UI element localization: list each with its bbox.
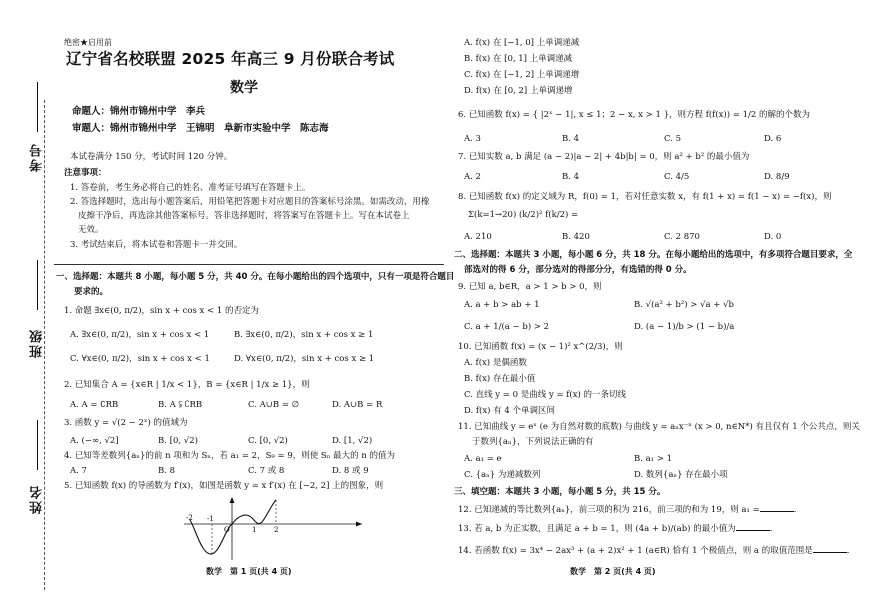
q3-option-b: B. [0, √2)	[158, 436, 198, 446]
question-11: 11. 已知曲线 y = eˣ (e 为自然对数的底数) 与曲线 y = aₙx⁻ⁿ (x > 0, n∈N*) 有且仅有 1 个公共点，则关	[458, 422, 860, 432]
q2-option-b: B. A ⫋ ∁RB	[158, 400, 203, 410]
sidebar-label-name: 姓名	[30, 484, 45, 514]
binding-margin	[0, 0, 60, 600]
question-4: 4. 已知等差数列{aₙ}的前 n 项和为 Sₙ，若 a₁ = 2，S₉ = 9，则使 Sₙ 最大的 n 的值为	[64, 451, 396, 461]
q3-option-a: A. (−∞, √2]	[70, 436, 119, 446]
q8-option-c: C. 2 870	[664, 232, 700, 242]
question-7: 7. 已知实数 a, b 满足 (a − 2)|a − 2| + 4b|b| = 0，则 a² + b² 的最小值为	[458, 152, 750, 162]
q6-option-a: A. 3	[464, 134, 481, 144]
question-6: 6. 已知函数 f(x) = { |2ˣ − 1|, x ≤ 1；2 − x, x > 1 }，则方程 f(f(x)) = 1/2 的解的个数为	[458, 110, 810, 120]
q12-text: 12. 已知递减的等比数列{aₙ}，前三项的积为 216，前三项的和为 19，则 a₁ =	[458, 505, 760, 515]
sidebar-write-line	[37, 82, 38, 132]
q9-option-b: B. √(a² + b²) > √a + √b	[634, 300, 734, 310]
section-1-heading: 一、选择题：本题共 8 小题，每小题 5 分，共 40 分。在每小题给出的四个选项中，只有一项是符合题目	[56, 272, 455, 282]
reviewer-line: 审题人：锦州市锦州中学 王锦明 阜新市实验中学 陈志海	[72, 123, 329, 134]
q9-option-a: A. a + b > ab + 1	[464, 300, 540, 310]
section-3-heading: 三、填空题：本题共 3 小题，每小题 5 分，共 15 分。	[454, 487, 666, 497]
q9-option-d: D. (a − 1)/b > (1 − b)/a	[634, 322, 735, 332]
question-13: 13. 若 a, b 为正实数，且满足 a + b = 1，则 (4a + b)/(ab) 的最小值为 .	[458, 524, 773, 534]
q3-option-c: C. [0, √2)	[248, 436, 288, 446]
section-1-heading-cont: 要求的。	[74, 287, 109, 297]
question-3: 3. 函数 y = √(2 − 2ˣ) 的值域为	[64, 418, 188, 428]
q7-option-a: A. 2	[464, 172, 481, 182]
secret-mark: 绝密★启用前	[64, 38, 112, 47]
q1-option-b: B. ∃x∈(0, π/2)，sin x + cos x ≥ 1	[234, 330, 374, 340]
q8-option-a: A. 210	[464, 232, 492, 242]
q2-option-c: C. A∪B = ∅	[248, 400, 300, 410]
page-footer-left: 数学 第 1 页(共 4 页)	[206, 567, 292, 576]
note-2-cont: 皮擦干净后，再选涂其他答案标号。答非选择题时，将答案写在答题卡上。写在本试卷上	[78, 211, 410, 221]
q11-option-d: D. 数列{aₙ} 存在最小项	[634, 470, 728, 480]
q10-option-a: A. f(x) 是偶函数	[464, 358, 527, 368]
sidebar-label-exam-number: 考号	[30, 142, 45, 172]
sidebar-label-class: 班级	[30, 328, 45, 358]
tick-label-1: 1	[252, 526, 257, 534]
question-8: 8. 已知函数 f(x) 的定义域为 R，f(0) = 1，若对任意实数 x，有 f(1 + x) = f(1 − x) = −f(x)，则	[458, 192, 832, 202]
divider	[54, 264, 444, 265]
question-10: 10. 已知函数 f(x) = (x − 1)² x^(2/3)，则	[458, 342, 623, 352]
sidebar-write-line	[37, 420, 38, 470]
question-5: 5. 已知函数 f(x) 的导函数为 f′(x)，如图是函数 y = x f′(x) 在 [−2, 2] 上的图象，则	[64, 481, 384, 491]
q7-option-b: B. 4	[562, 172, 580, 182]
q1-option-d: D. ∀x∈(0, π/2)，sin x + cos x ≥ 1	[234, 354, 375, 364]
q13-text: 13. 若 a, b 为正实数，且满足 a + b = 1，则 (4a + b)/(ab) 的最小值为	[458, 524, 736, 534]
q10-option-b: B. f(x) 存在最小值	[464, 374, 536, 384]
q2-option-d: D. A∪B = R	[332, 400, 383, 410]
q5-option-a: A. f(x) 在 [−1, 0] 上单调递减	[464, 38, 580, 48]
q6-option-b: B. 4	[562, 134, 580, 144]
q14-text: 14. 若函数 f(x) = 3x⁴ − 2ax³ + (a + 2)x² + 1 (a∈R) 恰有 1 个极值点，则 a 的取值范围是	[458, 546, 813, 556]
q1-option-a: A. ∃x∈(0, π/2)，sin x + cos x < 1	[70, 330, 210, 340]
subject-title: 数学	[230, 80, 258, 96]
tick-label-neg1: -1	[207, 515, 214, 523]
q8-option-d: D. 0	[764, 232, 782, 242]
question-9: 9. 已知 a, b∈R，a > 1 > b > 0，则	[458, 282, 602, 292]
question-14: 14. 若函数 f(x) = 3x⁴ − 2ax³ + (a + 2)x² + 1 (a∈R) 恰有 1 个极值点，则 a 的取值范围是 .	[458, 546, 850, 556]
q11-option-b: B. a₁ > 1	[634, 454, 673, 464]
question-2: 2. 已知集合 A = {x∈R | 1/x < 1}，B = {x∈R | 1/x ≥ 1}，则	[64, 380, 310, 390]
q8-option-b: B. 420	[562, 232, 590, 242]
q3-option-d: D. [1, √2)	[332, 436, 373, 446]
note-3: 3. 考试结束后，将本试卷和答题卡一并交回。	[70, 240, 243, 250]
q6-option-d: D. 6	[764, 134, 782, 144]
q12-answer-blank[interactable]	[760, 503, 794, 512]
question-11-cont: 于数列{aₙ}，下列说法正确的有	[472, 437, 594, 447]
q4-option-c: C. 7 或 8	[248, 466, 285, 476]
author-line: 命题人：锦州市锦州中学 李兵	[72, 106, 206, 117]
q1-option-c: C. ∀x∈(0, π/2)，sin x + cos x < 1	[70, 354, 210, 364]
q10-option-c: C. 直线 y = 0 是曲线 y = f(x) 的一条切线	[464, 390, 627, 400]
q7-option-c: C. 4/5	[664, 172, 690, 182]
page-footer-right: 数学 第 2 页(共 4 页)	[570, 567, 656, 576]
y-axis-arrow	[230, 497, 235, 503]
question-12: 12. 已知递减的等比数列{aₙ}，前三项的积为 216，前三项的和为 19，则 a₁ = .	[458, 505, 797, 515]
q5-option-b: B. f(x) 在 [0, 1] 上单调递减	[464, 54, 573, 64]
q10-option-d: D. f(x) 有 4 个单调区间	[464, 406, 556, 416]
q7-option-d: D. 8/9	[764, 172, 790, 182]
q4-option-d: D. 8 或 9	[332, 466, 369, 476]
notes-heading: 注意事项：	[64, 168, 107, 178]
note-2: 2. 答选择题时，选出每小题答案后，用铅笔把答题卡对应题目的答案标号涂黑。如需改动，用橡	[70, 197, 430, 207]
section-2-heading: 二、选择题：本题共 3 小题，每小题 6 分，共 18 分。在每小题给出的选项中，有多项符合题目要求，全	[454, 250, 853, 260]
q5-function-graph	[180, 496, 366, 562]
q11-option-a: A. a₁ = e	[464, 454, 502, 464]
q2-option-a: A. A = ∁RB	[70, 400, 119, 410]
q9-option-c: C. a + 1/(a − b) > 2	[464, 322, 550, 332]
q6-option-c: C. 5	[664, 134, 682, 144]
origin-label: O	[224, 526, 230, 534]
q5-option-c: C. f(x) 在 [−1, 2] 上单调递增	[464, 70, 580, 80]
score-info: 本试卷满分 150 分，考试时间 120 分钟。	[70, 152, 233, 162]
tick-label-2: 2	[274, 526, 279, 534]
q14-answer-blank[interactable]	[813, 544, 847, 553]
q8-expression: Σ(k=1→20) (k/2)² f(k/2) =	[468, 210, 579, 220]
q5-option-d: D. f(x) 在 [0, 2] 上单调递增	[464, 86, 573, 96]
sidebar-write-line	[37, 260, 38, 310]
q13-answer-blank[interactable]	[736, 522, 770, 531]
tick-label-neg2: -2	[186, 514, 193, 522]
question-1: 1. 命题 ∃x∈(0, π/2)，sin x + cos x < 1 的否定为	[64, 306, 259, 316]
x-axis-arrow	[356, 522, 362, 527]
graph-curve	[190, 500, 279, 554]
q11-option-c: C. {aₙ} 为递减数列	[464, 470, 541, 480]
note-1: 1. 答卷前，考生务必将自己的姓名、准考证号填写在答题卡上。	[70, 183, 311, 193]
note-2-end: 无效。	[78, 225, 104, 235]
q4-option-b: B. 8	[158, 466, 176, 476]
exam-title: 辽宁省名校联盟 2025 年高三 9 月份联合考试	[66, 50, 395, 68]
section-2-heading-cont: 部选对的得 6 分，部分选对的得部分分，有选错的得 0 分。	[464, 265, 692, 275]
q4-option-a: A. 7	[70, 466, 87, 476]
